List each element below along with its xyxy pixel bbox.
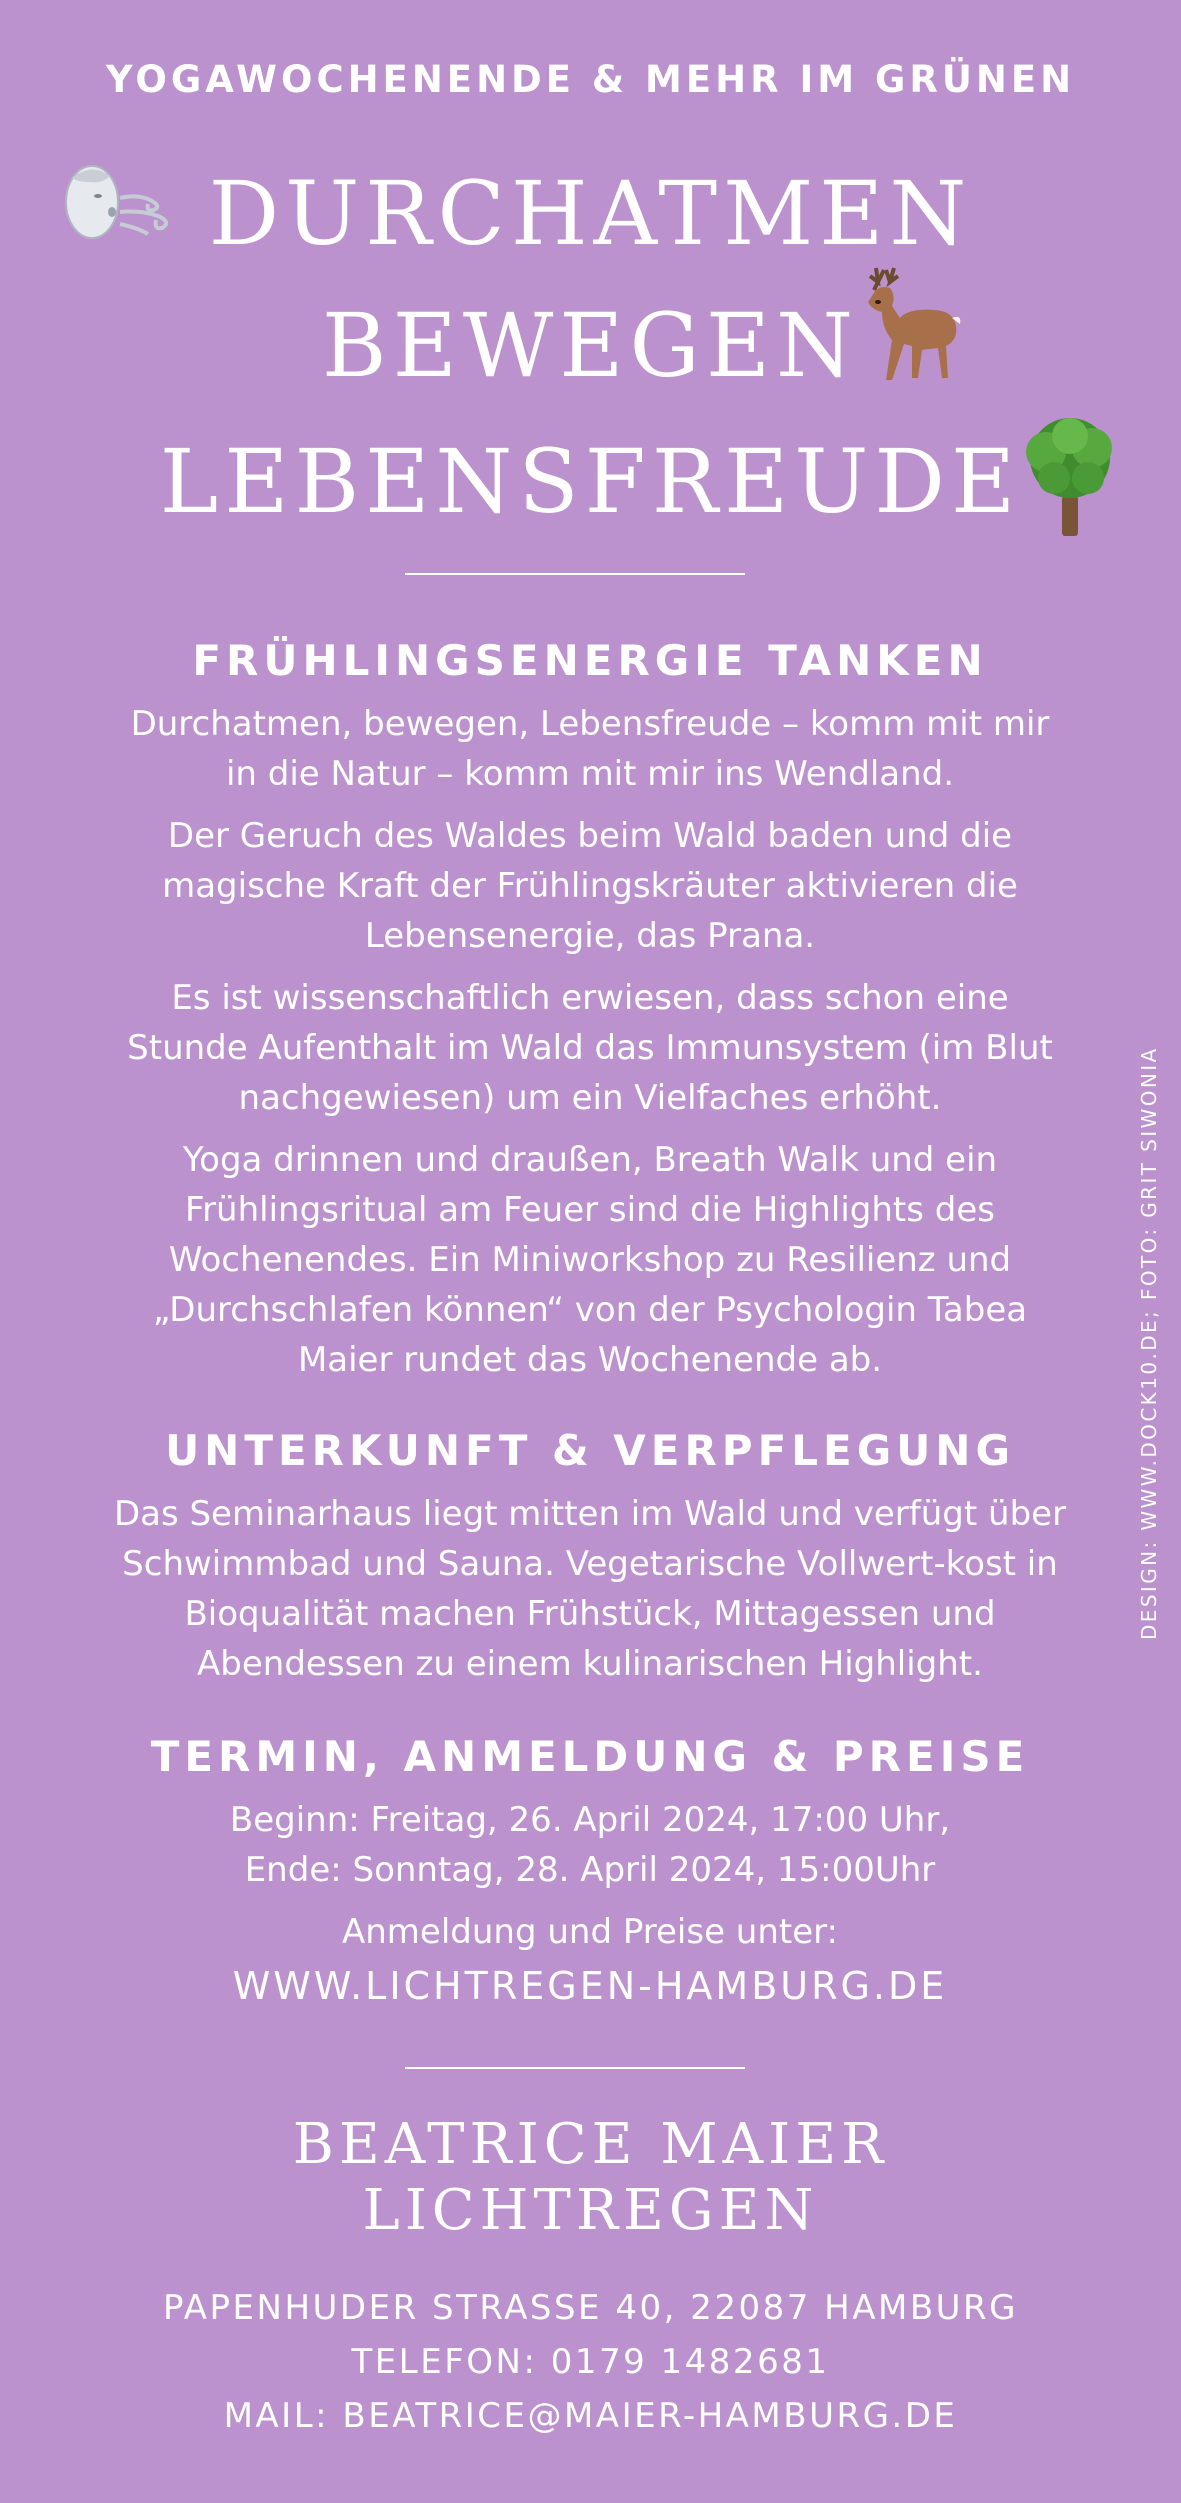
email-link[interactable]: MAIL: BEATRICE@MAIER-HAMBURG.DE <box>223 2396 958 2436</box>
end-date: Ende: Sonntag, 28. April 2024, 15:00Uhr <box>244 1850 936 1890</box>
deer-icon <box>848 262 970 384</box>
section-title: FRÜHLINGSENERGIE TANKEN <box>192 636 988 685</box>
design-credits: DESIGN: WWW.DOCK10.DE; FOTO: GRIT SIWONIA <box>1137 1046 1161 1640</box>
section-title: UNTERKUNFT & VERPFLEGUNG <box>165 1426 1015 1475</box>
divider-bottom <box>405 2067 745 2069</box>
paragraph: Yoga drinnen und draußen, Breath Walk und ein Frühlingsritual am Feuer sind die Highlights des Wochenendes. Ein Miniworkshop zu Resilienz und „Durchschlafen können“ von der Psychologin Tabea Maier rundet das Wochenende ab. <box>152 1140 1028 1380</box>
tree-icon <box>1012 412 1130 540</box>
address: PAPENHUDER STRASSE 40, 22087 HAMBURG <box>162 2288 1019 2328</box>
registration-label: Anmeldung und Preise unter: <box>342 1912 838 1952</box>
headline-line-3: LEBENSFREUDE <box>159 430 1022 533</box>
paragraph: Es ist wissenschaftlich erwiesen, dass schon eine Stunde Aufenthalt im Wald das Immunsystem (im Blut nachgewiesen) um ein Vielfaches erhöht. <box>127 978 1053 1118</box>
paragraph: Durchatmen, bewegen, Lebensfreude – komm mit mir in die Natur – komm mit mir ins Wendland. <box>130 704 1050 794</box>
headline-line-1: DURCHATMEN <box>208 162 973 265</box>
headline-line-2: BEWEGEN <box>321 294 860 397</box>
begin-date: Beginn: Freitag, 26. April 2024, 17:00 Uhr, <box>229 1800 951 1840</box>
company-name: LICHTREGEN <box>362 2178 819 2243</box>
section-title: TERMIN, ANMELDUNG & PREISE <box>150 1732 1030 1781</box>
website-link[interactable]: WWW.LICHTREGEN-HAMBURG.DE <box>232 1964 948 2008</box>
paragraph: Das Seminarhaus liegt mitten im Wald und verfügt über Schwimmbad und Sauna. Vegetarische Vollwert-kost in Bioqualität machen Frühstück, Mittagessen und Abendessen zu einem kulinarischen Highlight. <box>113 1494 1067 1684</box>
paragraph: Der Geruch des Waldes beim Wald baden und die magische Kraft der Frühlingskräuter aktivieren die Lebensenergie, das Prana. <box>162 816 1018 956</box>
section-spring-energy <box>70 636 1110 1385</box>
kicker: YOGAWOCHENENDE & MEHR IM GRÜNEN <box>105 58 1076 101</box>
divider-top <box>405 573 745 575</box>
phone: TELEFON: 0179 1482681 <box>351 2342 830 2382</box>
section-dates <box>70 1732 1110 2011</box>
section-accommodation <box>70 1426 1110 1689</box>
author-name: BEATRICE MAIER <box>292 2112 889 2177</box>
